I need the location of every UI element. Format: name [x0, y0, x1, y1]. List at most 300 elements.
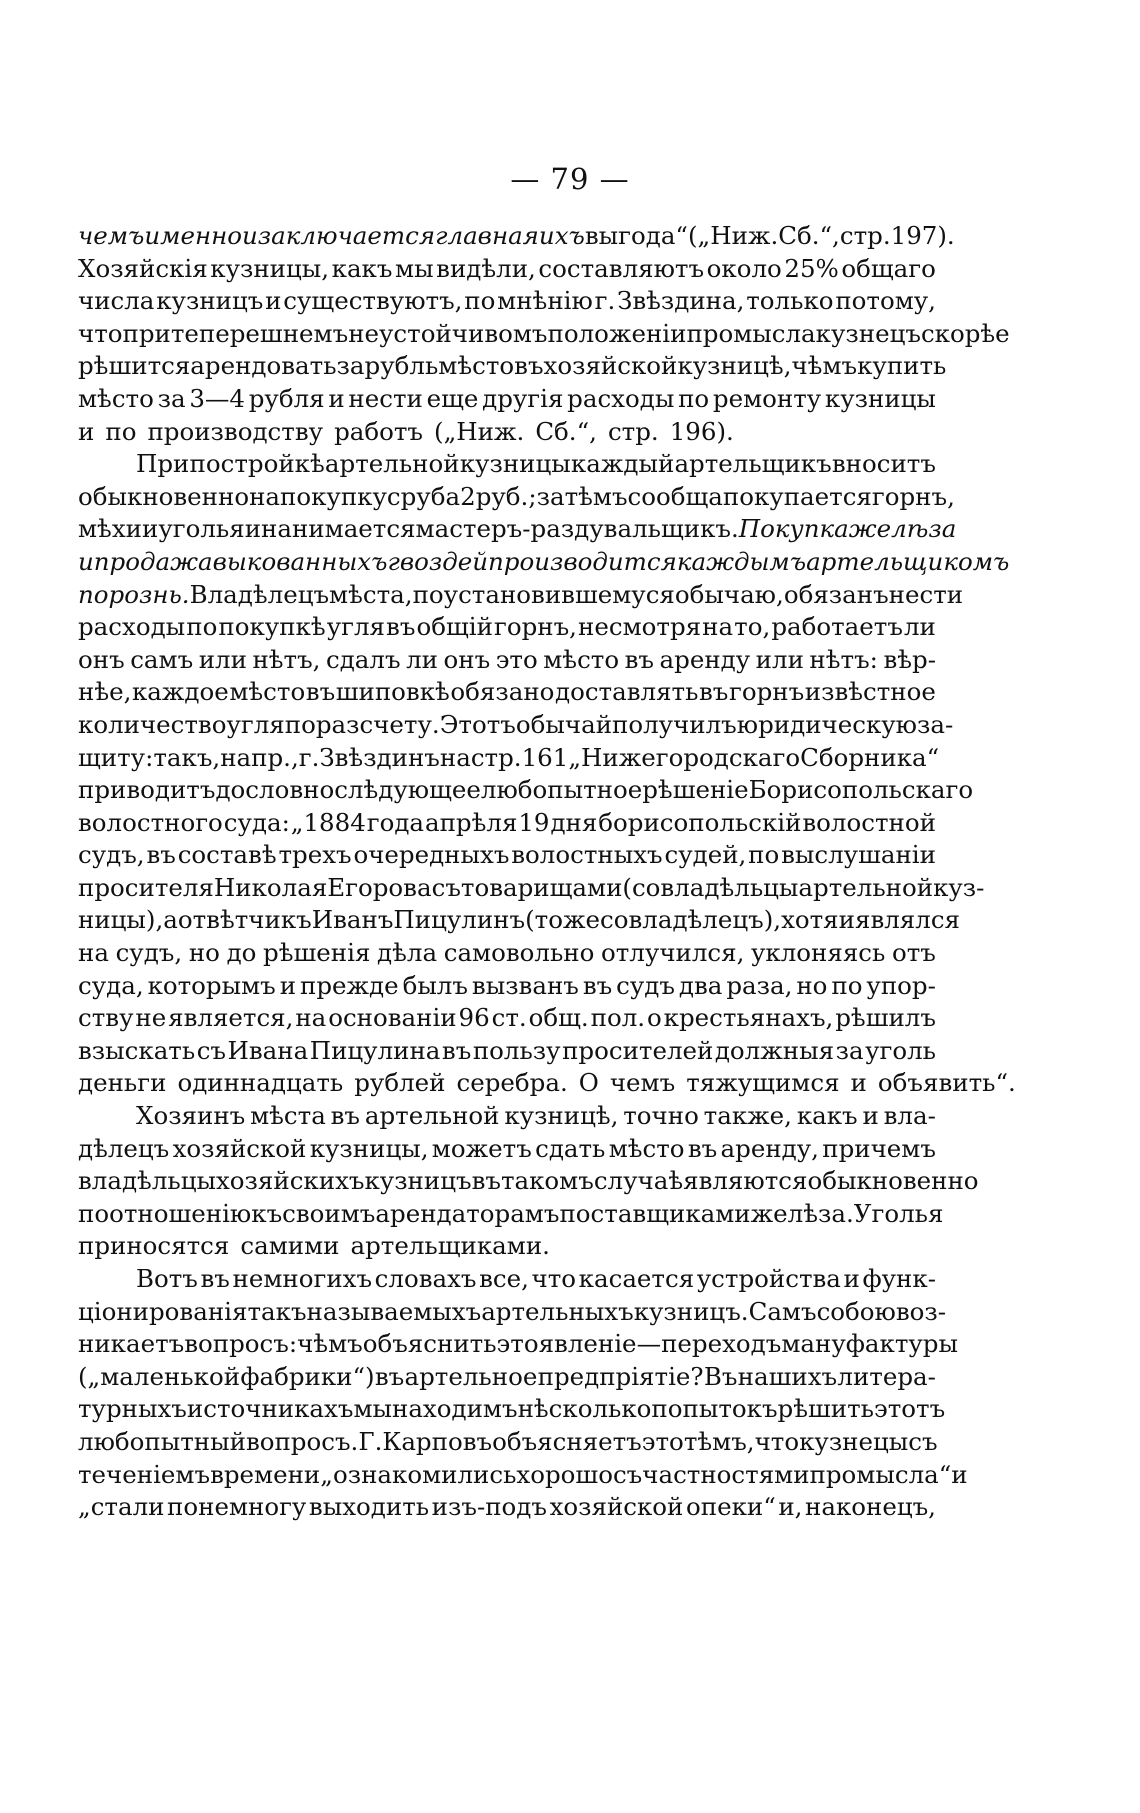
word: можетъ [431, 1133, 532, 1163]
word: въ [441, 1035, 472, 1065]
word: ницы), [78, 905, 164, 935]
word: покупку [280, 481, 387, 511]
word: въ [374, 1361, 405, 1391]
word: Самъ [748, 1296, 817, 1326]
word: доставлять [555, 677, 699, 707]
text-line [78, 285, 936, 318]
text-line [78, 1002, 936, 1035]
text-line [78, 709, 954, 742]
text-line [78, 1426, 936, 1459]
word: заключается [257, 221, 436, 250]
word: видѣли, [436, 253, 536, 283]
word: мѣсто [78, 383, 154, 413]
word: пол. [590, 1003, 646, 1033]
word: касается [578, 1264, 695, 1293]
word: совладѣлецъ), [600, 905, 782, 935]
word: не [135, 1003, 167, 1033]
word: что [754, 1426, 800, 1456]
word: дня [550, 807, 598, 837]
word: выгода“ [584, 221, 688, 250]
word: нѣтъ, [252, 644, 321, 674]
text-line [78, 1263, 936, 1296]
word: Этотъ [439, 709, 516, 739]
word: шиповкѣ [335, 677, 450, 707]
word: ству [78, 1003, 134, 1033]
word: куз- [933, 872, 985, 902]
word: нѣе, [78, 677, 132, 707]
word: артельной [324, 449, 460, 479]
word: онъ [443, 644, 491, 674]
word: и [242, 221, 258, 250]
page-number: — 79 — [510, 162, 630, 196]
word: это [641, 1426, 684, 1456]
word: въ [471, 1166, 501, 1196]
word: горнъ, [494, 612, 577, 642]
word: и [843, 1264, 860, 1293]
word: въ [386, 612, 416, 642]
word: „стали [78, 1492, 165, 1522]
word: чемъ [78, 221, 145, 250]
word: словахъ [374, 1264, 477, 1293]
word: артельщикъ [674, 449, 832, 479]
word: руб.; [475, 481, 537, 511]
paragraph [78, 448, 1016, 1100]
word: каждымъ [676, 546, 807, 576]
word: и [850, 1068, 867, 1098]
word: называемыхъ [306, 1296, 482, 1326]
word: по [78, 1198, 110, 1228]
word: и [244, 514, 262, 544]
word: ихъ [538, 221, 585, 250]
word: потому, [835, 286, 936, 316]
word: понемногу [167, 1492, 307, 1522]
text-line [78, 611, 936, 644]
text-line [78, 1459, 968, 1492]
word: Хозяинъ [136, 1101, 246, 1131]
word: функ- [862, 1264, 936, 1293]
word: Сб.“, [778, 221, 840, 250]
word: и [862, 1101, 879, 1131]
word: приносятся [78, 1231, 230, 1261]
text-line [78, 904, 960, 937]
word: и [265, 286, 282, 316]
word: судъ [616, 970, 675, 1000]
word: трехъ [278, 840, 352, 870]
word: г. [298, 742, 320, 772]
word: переходъ [661, 1329, 782, 1359]
text-line [78, 1393, 946, 1426]
word: по [464, 286, 496, 316]
word: сдалъ [326, 644, 401, 674]
word: мѣсто [438, 351, 515, 381]
word: вѣр- [883, 644, 936, 674]
text-line [78, 937, 936, 970]
word: теперешнемъ [170, 318, 349, 348]
word: извѣстное [804, 677, 936, 707]
word: аренду [659, 644, 751, 674]
word: и [279, 970, 297, 1000]
word: въ [305, 677, 336, 707]
word: вопросъ: [184, 1329, 298, 1359]
word: обязанъ [783, 579, 889, 609]
word: и [141, 514, 159, 544]
word: устройства [696, 1264, 841, 1293]
word: мы [353, 1394, 392, 1424]
word: расходы [78, 612, 186, 642]
word: случаѣ [593, 1166, 684, 1196]
word: съ [612, 1459, 643, 1489]
word: сообща [627, 481, 723, 511]
word: волостныхъ [511, 840, 663, 870]
paragraph [78, 220, 1010, 448]
word: сдать [535, 1133, 606, 1163]
word: суда, [78, 970, 144, 1000]
word: Звѣздина, [617, 286, 745, 316]
word: 2 [460, 481, 476, 511]
word: аренду, [720, 1133, 819, 1163]
word: турныхъ [78, 1394, 187, 1424]
word: на [439, 742, 471, 772]
word: общій [416, 612, 493, 642]
word: въ [699, 677, 729, 707]
word: ремонту [712, 383, 822, 413]
word: упор- [866, 970, 936, 1000]
text-line [78, 1296, 947, 1329]
word: промысла“ [809, 1459, 952, 1489]
word: просителей [562, 1035, 714, 1065]
word: количество [78, 709, 227, 739]
word: своимъ [282, 1198, 376, 1228]
word: мѣсто [608, 1133, 685, 1163]
word: что [531, 1264, 577, 1293]
word: въ [330, 1101, 361, 1131]
word: стр. [607, 416, 659, 446]
text-line [78, 546, 1010, 579]
word: былъ [402, 970, 468, 1000]
word: щиту: [78, 742, 154, 772]
word: кузницы [824, 383, 936, 413]
word: чѣмъ [791, 351, 858, 381]
word: Иванъ [311, 905, 394, 935]
word: работъ [334, 416, 423, 446]
text-line [78, 513, 957, 546]
word: онъ [78, 644, 125, 674]
word: судей, [664, 840, 747, 870]
text-line [78, 872, 985, 905]
word: серебра. [456, 1068, 568, 1098]
word: деньги [78, 1068, 167, 1098]
word: рубль [364, 351, 439, 381]
word: („маленькой [78, 1361, 241, 1391]
word: находимъ [392, 1394, 518, 1424]
word: 161 [521, 742, 569, 772]
word: раза, [726, 970, 793, 1000]
word: рѣшенія [263, 938, 371, 968]
word: обыкновенно [78, 481, 250, 511]
word: кузницы, [210, 253, 330, 283]
word: за [835, 1035, 864, 1065]
word: немногихъ [232, 1264, 373, 1293]
word: нести [348, 383, 423, 413]
word: кузницѣ, [677, 351, 792, 381]
text-line [78, 579, 964, 612]
word: вноситъ [831, 449, 936, 479]
word: которымъ [147, 970, 276, 1000]
word: общ. [528, 1003, 589, 1033]
word: объяснить [362, 1329, 497, 1359]
word: кузницъ [156, 286, 264, 316]
word: постройкѣ [189, 449, 325, 479]
word: обыкновенно [807, 1166, 979, 1196]
word: въ [146, 840, 176, 870]
word: до [226, 938, 257, 968]
word: нѣсколько [517, 1394, 652, 1424]
word: вла- [883, 1101, 936, 1131]
word: выкованныхъ [212, 546, 388, 576]
word: приводитъ [78, 775, 216, 805]
word: просителя [78, 872, 214, 902]
word: числа [78, 286, 155, 316]
word: хозяйской [549, 1492, 684, 1522]
word: составѣ [177, 840, 277, 870]
word: предпріятіе? [537, 1361, 704, 1391]
word: разсчету. [315, 709, 440, 739]
word: арендовать [190, 351, 337, 381]
word: уголь [865, 1035, 936, 1065]
word: рѣшить [777, 1394, 875, 1424]
word: является, [168, 1003, 294, 1033]
text-line [78, 253, 936, 286]
word: скорѣе [920, 318, 1010, 348]
word: мы [395, 253, 434, 283]
word: общаго [841, 253, 936, 283]
word: мѣхи [78, 514, 142, 544]
text-line [78, 742, 940, 775]
word: кузницѣ, [504, 1101, 619, 1131]
word: дѣлецъ [78, 1133, 170, 1163]
word: Карповъ [382, 1426, 493, 1456]
text-line [78, 676, 936, 709]
word: рѣшилъ [835, 1003, 936, 1033]
word: Егорова [327, 872, 432, 902]
word: Сб.“, [535, 416, 597, 446]
word: установившемуся [443, 579, 675, 609]
word: причемъ [822, 1133, 936, 1163]
word: (тоже [525, 905, 601, 935]
word: угля [226, 709, 285, 739]
word: „ознакомились [320, 1459, 517, 1489]
word: нѣтъ: [809, 644, 878, 674]
text-line [78, 1198, 944, 1231]
word: но [188, 938, 220, 968]
word: Ивана [227, 1035, 309, 1065]
word: арендаторамъ [375, 1198, 560, 1228]
word: за- [917, 709, 954, 739]
word: точно [623, 1101, 699, 1131]
word: и [328, 383, 345, 413]
word: судъ, [115, 938, 183, 968]
text-line [78, 220, 955, 253]
word: и, [778, 1492, 803, 1522]
text-line [78, 1067, 1016, 1100]
word: отлучился, [601, 938, 745, 968]
text-line [78, 350, 947, 383]
word: слѣдующее [334, 775, 481, 805]
word: артельной [798, 872, 934, 902]
word: артельщикомъ [806, 546, 1010, 576]
word: порознь. [78, 579, 190, 609]
word: такомъ [500, 1166, 594, 1196]
word: по [284, 709, 316, 739]
word: два [678, 970, 723, 1000]
word: по [678, 383, 710, 413]
word: литера- [837, 1361, 936, 1391]
word: и [78, 546, 94, 576]
word: воз- [895, 1296, 947, 1326]
word: владѣльцы [78, 1166, 216, 1196]
text-line [78, 318, 1010, 351]
word: мѣста [250, 1101, 326, 1131]
word: источникахъ [186, 1394, 354, 1424]
word: стр. [470, 742, 522, 772]
word: и [78, 416, 95, 446]
word: это [496, 1329, 539, 1359]
word: должныя [714, 1035, 835, 1065]
word: несмотря [578, 612, 702, 642]
word: рубля [248, 383, 325, 413]
word: явленіе [538, 1329, 637, 1359]
word: — [636, 1329, 662, 1359]
word: объявить“. [877, 1068, 1016, 1098]
word: ли [406, 644, 438, 674]
word: работаетъ [771, 612, 903, 642]
text-line [78, 481, 955, 514]
word: нашихъ [737, 1361, 838, 1391]
word: собою [816, 1296, 896, 1326]
word: получилъ [612, 709, 737, 739]
word: въ [582, 970, 613, 1000]
word: что [78, 318, 123, 348]
word: на [78, 938, 109, 968]
word: дѣла [377, 938, 438, 968]
word: такъ, [153, 742, 221, 772]
word: другія [482, 383, 564, 413]
word: Пицулинъ [393, 905, 526, 935]
word: ст. [491, 1003, 527, 1033]
word: прежде [299, 970, 399, 1000]
word: являлся [854, 905, 960, 935]
word: существуютъ, [283, 286, 463, 316]
word: кузницъ [364, 1166, 472, 1196]
word: на [249, 481, 281, 511]
word: кузнецы [799, 1426, 909, 1456]
word: Вотъ [136, 1264, 198, 1293]
word: ли [903, 612, 936, 642]
word: горнъ, [871, 481, 955, 511]
word: около [706, 253, 782, 283]
word: каждый [570, 449, 675, 479]
word: частностями [642, 1459, 810, 1489]
paragraph [78, 1263, 968, 1524]
word: 3—4 [189, 383, 245, 413]
word: Пицулина [309, 1035, 441, 1065]
text-body [78, 220, 1016, 1524]
word: вызванъ [471, 970, 579, 1000]
text-line [78, 1361, 936, 1394]
word: тѣмъ, [683, 1426, 755, 1456]
text-line [78, 1328, 958, 1361]
word: (совладѣльцы [622, 872, 799, 902]
word: Хозяйскія [78, 253, 208, 283]
word: гвоздей [387, 546, 488, 576]
word: о [646, 1003, 662, 1033]
text-line [78, 1230, 936, 1263]
word: выслушаніи [781, 840, 936, 870]
word: желѣза [848, 514, 957, 544]
word: все, [479, 1264, 529, 1293]
text-line [78, 1165, 979, 1198]
word: мѣсто [543, 644, 620, 674]
word: суда: [223, 807, 290, 837]
word: одиннадцать [177, 1068, 344, 1098]
word: „Нижегородскаго [568, 742, 801, 772]
word: наконецъ, [805, 1492, 936, 1522]
word: изъ-подъ [431, 1492, 547, 1522]
word: Борисопольскаго [748, 775, 974, 805]
word: чѣмъ [297, 1329, 363, 1359]
word: положеніи [547, 318, 687, 348]
word: производству [147, 416, 324, 446]
word: въ [200, 1264, 230, 1293]
word: и [838, 905, 855, 935]
word: съ [431, 872, 461, 902]
word: съ [908, 1426, 938, 1456]
word: къ [251, 1198, 283, 1228]
word: по [412, 579, 444, 609]
word: а [163, 905, 178, 935]
word: хотя [781, 905, 839, 935]
word: хозяйской [172, 1133, 307, 1163]
word: 19 [518, 807, 550, 837]
word: хорошо [516, 1459, 613, 1489]
word: артельныхъ [481, 1296, 634, 1326]
word: пользу [472, 1035, 561, 1065]
word: („Ниж. [434, 416, 525, 446]
word: именно [144, 221, 243, 250]
word: опеки“ [685, 1492, 776, 1522]
word: мануфактуры [781, 1329, 958, 1359]
word: судъ, [78, 840, 145, 870]
word: также, [703, 1101, 792, 1131]
word: самъ [130, 644, 194, 674]
word: стр. [839, 221, 891, 250]
word: желѣза. [750, 1198, 854, 1228]
word: по [748, 840, 780, 870]
word: хозяйской [543, 351, 678, 381]
word: 96 [458, 1003, 490, 1033]
word: въ [514, 351, 544, 381]
word: еще [426, 383, 479, 413]
word: затѣмъ [536, 481, 628, 511]
word: то, [734, 612, 771, 642]
word: съ [196, 1035, 227, 1065]
word: этотъ [874, 1394, 946, 1424]
word: купить [857, 351, 947, 381]
word: любопытное [480, 775, 643, 805]
word: уклоняясь [751, 938, 886, 968]
text-line [78, 1491, 936, 1524]
word: ціонированія [78, 1296, 248, 1326]
